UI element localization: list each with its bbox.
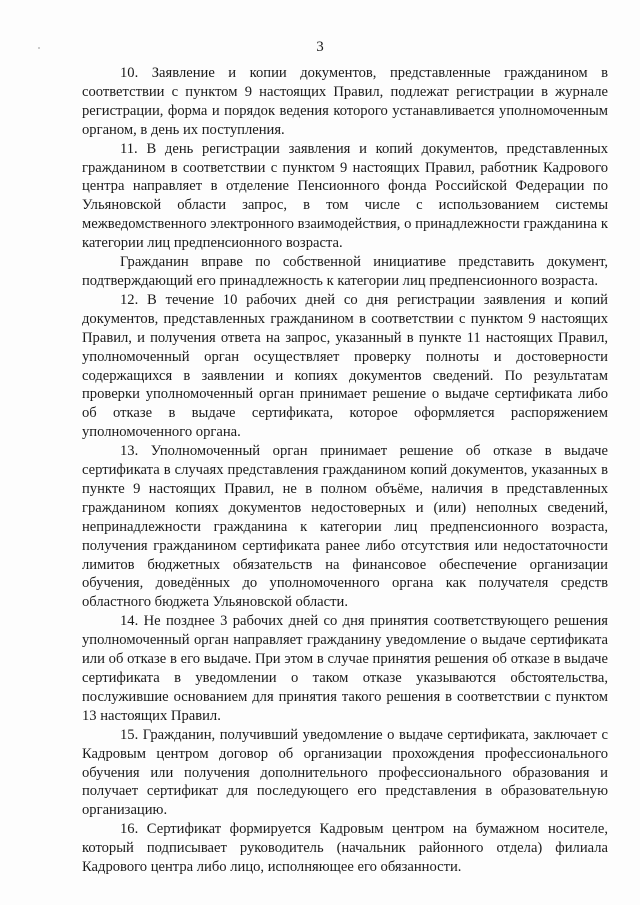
paragraph-12: 12. В течение 10 рабочих дней со дня регистрации заявления и копий документов, представленных гражданином в соответствии с пунктом 9 настоящих Правил, и получения ответа на запрос, указанный в пункте 11 настоящих Правил, уполномоченный орган осуществляет проверку полноты и достоверности содержащихся в заявлении и копиях документов сведений. По результатам проверки уполномоченный орган принимает решение о выдаче сертификата либо об отказе в выдаче сертификата, которое оформляется распоряжением уполномоченного органа.: [82, 291, 608, 441]
paragraph-11: 11. В день регистрации заявления и копий документов, представленных гражданином в соответствии с пунктом 9 настоящих Правил, работник Кадрового центра направляет в отделение Пенсионного фонда Российской Федерации по Ульяновской области запрос, в том числе с использованием системы межведомственного электронного взаимодействия, о принадлежности гражданина к категории лиц предпенсионного возраста.: [82, 140, 608, 252]
page-number: 3: [316, 39, 324, 55]
document-body: [82, 64, 608, 877]
paragraph-14: 14. Не позднее 3 рабочих дней со дня принятия соответствующего решения уполномоченный орган направляет гражданину уведомление о выдаче сертификата или об отказе в его выдаче. При этом в случае принятия решения об отказе в выдаче сертификата в уведомлении о таком отказе указываются обстоятельства, послужившие основанием для принятия такого решения в соответствии с пунктом 13 настоящих Правил.: [82, 613, 608, 724]
paragraph-15: 15. Гражданин, получивший уведомление о выдаче сертификата, заключает с Кадровым центром договор об организации прохождения профессионального обучения или получения дополнительного профессионального образования и получает сертификат для последующего его представления в образовательную организацию.: [82, 726, 608, 819]
paragraph-11-note: Гражданин вправе по собственной инициативе представить документ, подтверждающий его принадлежность к категории лиц предпенсионного возраста.: [82, 254, 608, 289]
paragraph-13: 13. Уполномоченный орган принимает решение об отказе в выдаче сертификата в случаях представления гражданином копий документов, указанных в пункте 9 настоящих Правил, не в полном объёме, наличия в представленных гражданином копиях документов недостоверных и (или) неполных сведений, непринадлежности гражданина к категории лиц предпенсионного возраста, получения гражданином сертификата ранее либо отсутствия или недостаточности лимитов бюджетных обязательств на финансовое обеспечение организации обучения, доведённых до уполномоченного органа как получателя средств областного бюджета Ульяновской области.: [82, 443, 608, 611]
paragraph-10: 10. Заявление и копии документов, представленные гражданином в соответствии с пунктом 9 настоящих Правил, подлежат регистрации в журнале регистрации, форма и порядок ведения которого устанавливается уполномоченным органом, в день их поступления.: [82, 65, 608, 138]
paragraph-16: 16. Сертификат формируется Кадровым центром на бумажном носителе, который подписывает руководитель (начальник районного отдела) филиала Кадрового центра либо лицо, исполняющее его обязанности.: [82, 821, 608, 876]
